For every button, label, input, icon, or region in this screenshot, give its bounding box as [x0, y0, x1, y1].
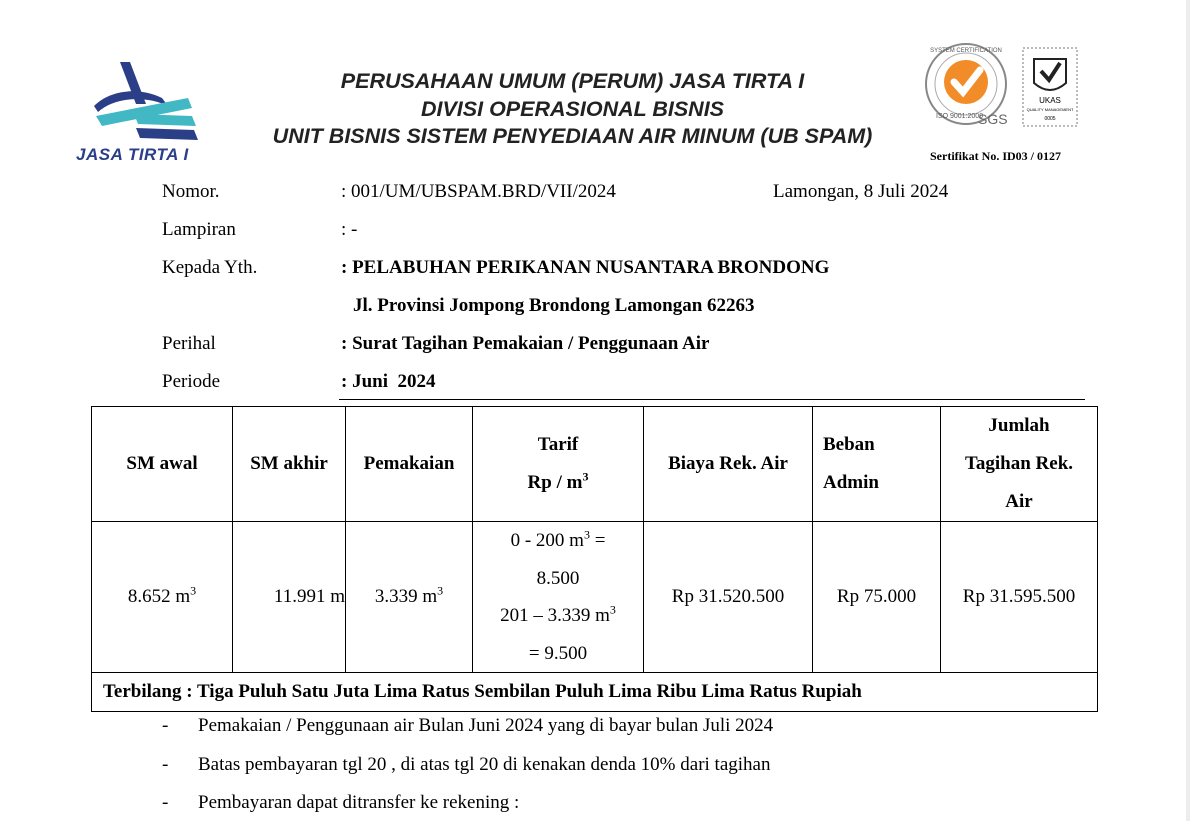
periode-label: Periode [162, 371, 221, 392]
lampiran-value: : - [341, 219, 358, 240]
table-row [92, 522, 1098, 673]
cell-pemakaian: 3.339 $m^3$ [346, 522, 473, 673]
seal-brand: SGS [978, 111, 1008, 127]
cell-sm-akhir: 11.991 m [233, 522, 346, 673]
kepada-label: Kepada Yth. [162, 257, 258, 278]
terbilang-row [92, 673, 1098, 712]
cell-jumlah: Rp 31.595.500 [941, 522, 1098, 673]
header-jumlah: Jumlah Tagihan Rek. Air [941, 407, 1098, 522]
ukas-sub: QUALITY MANAGEMENT [1026, 107, 1074, 112]
seal-iso: ISO 9001:2000 [936, 113, 984, 120]
header-line-1: PERUSAHAAN UMUM (PERUM) JASA TIRTA I [340, 69, 805, 93]
recipient-address: Jl. Provinsi Jompong Brondong Lamongan 62263 [353, 295, 755, 316]
note-item: - Batas pembayaran tgl 20 , di atas tgl 20 di kenakan denda 10% dari tagihan [162, 754, 771, 775]
seal-text: SYSTEM CERTIFICATION [930, 48, 1002, 54]
cell-beban: Rp 75.000 [813, 522, 941, 673]
certificate-number: Sertifikat No. ID03 / 0127 [930, 149, 1061, 163]
lampiran-label: Lampiran [162, 219, 236, 240]
terbilang-text: Terbilang : Tiga Puluh Satu Juta Lima Ratus Sembilan Puluh Lima Ribu Lima Ratus Rupiah [92, 673, 1098, 712]
header-line-3: UNIT BISNIS SISTEM PENYEDIAAN AIR MINUM (UB SPAM) [272, 124, 873, 148]
header-line-2: DIVISI OPERASIONAL BISNIS [420, 96, 725, 121]
ukas-text: UKAS [1039, 96, 1061, 105]
page-edge [1186, 0, 1190, 821]
ukas-code: 0005 [1044, 116, 1056, 122]
ukas-certification-mark [1022, 47, 1078, 127]
header-tarif [473, 407, 644, 522]
header-biaya: Biaya Rek. Air [644, 407, 813, 522]
note-item: - Pembayaran dapat ditransfer ke rekening : [162, 792, 520, 813]
header-sm-akhir: SM akhir [233, 407, 346, 522]
cell-biaya: Rp 31.520.500 [644, 522, 813, 673]
table-header-row [92, 407, 1098, 522]
note-item: - Pemakaian / Penggunaan air Bulan Juni 2024 yang di bayar bulan Juli 2024 [162, 715, 774, 736]
cell-sm-awal: 8.652 $m^3$ [92, 522, 233, 673]
letterhead-title [240, 68, 905, 151]
perihal-value: : Surat Tagihan Pemakaian / Penggunaan Air [341, 333, 710, 354]
header-tarif-line2: Rp / $m^3$ [527, 469, 589, 493]
header-pemakaian: Pemakaian [346, 407, 473, 522]
nomor-value: : 001/UM/UBSPAM.BRD/VII/2024 [341, 181, 616, 202]
header-tarif-line1: Tarif [537, 434, 579, 455]
billing-table [91, 406, 1098, 712]
nomor-label: Nomor. [162, 181, 220, 202]
header-beban-admin: Beban Admin [813, 407, 941, 522]
logo-text: JASA TIRTA I [76, 145, 189, 164]
iso-certification-seal [920, 40, 1018, 130]
place-date: Lamongan, 8 Juli 2024 [773, 181, 949, 202]
cell-tarif: 0 - 200 $m^3$ = 8.500 201 – 3.339 $m^3$ = 9.500 [473, 522, 644, 673]
periode-value: : Juni 2024 [341, 371, 436, 392]
perihal-label: Perihal [162, 333, 216, 354]
header-sm-awal: SM awal [92, 407, 233, 522]
recipient-name: : PELABUHAN PERIKANAN NUSANTARA BRONDONG [341, 257, 830, 278]
divider-line [339, 399, 1085, 400]
